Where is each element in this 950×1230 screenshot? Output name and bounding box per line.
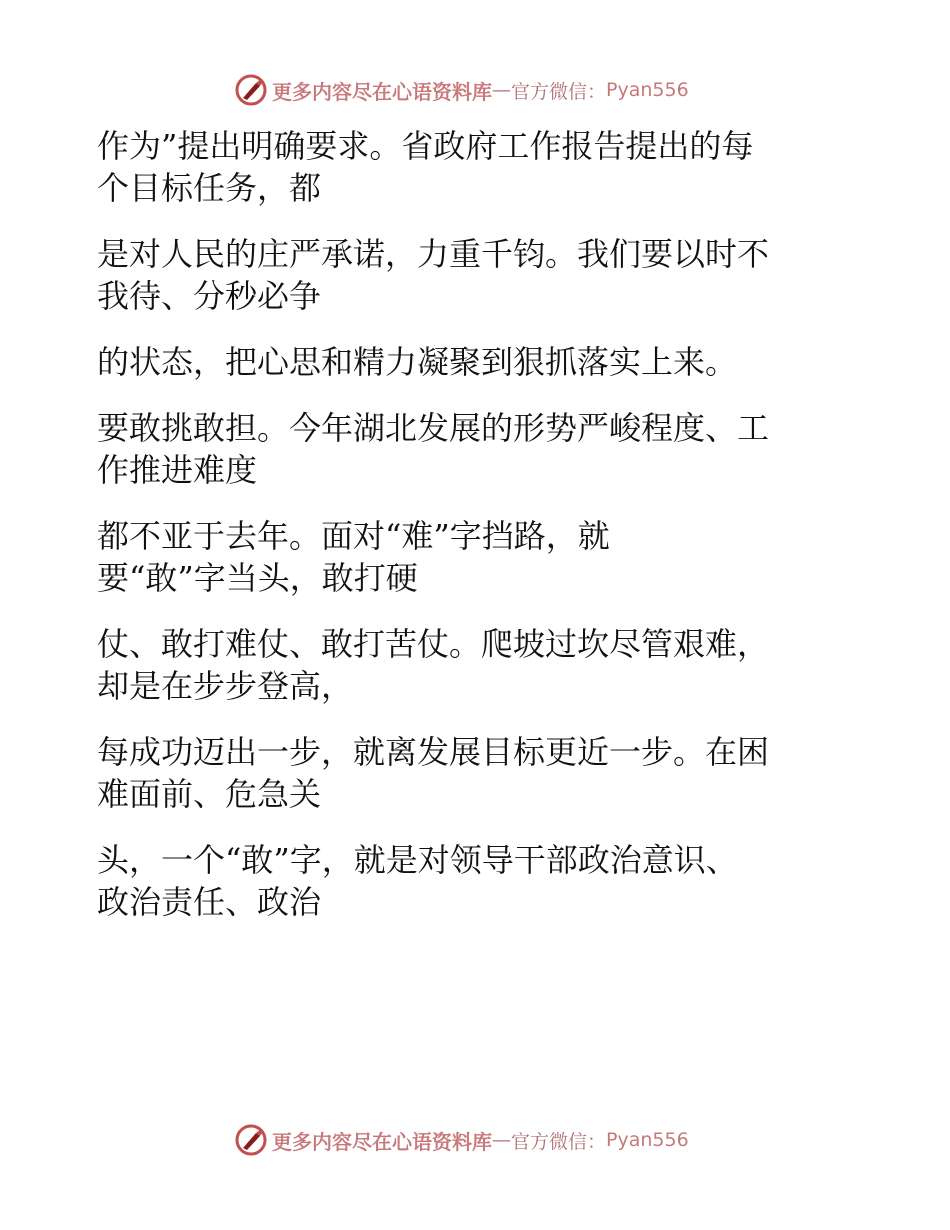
paragraph (97, 839, 837, 923)
text-line: 仗、敢打难仗、敢打苦仗。爬坡过坎尽管艰难， (97, 625, 770, 663)
paragraph (97, 233, 837, 317)
text-line: 作推进难度 (97, 451, 258, 489)
text-line: 头，一个“敢”字，就是对领导干部政治意识、 (97, 841, 738, 879)
watermark-dash: — (492, 79, 511, 101)
text-line: 政治责任、政治 (97, 883, 322, 921)
paragraph (97, 623, 837, 707)
text-line: 个目标任务，都 (97, 169, 322, 207)
paragraph (97, 125, 837, 209)
watermark-brand: 更多内容尽在心语资料库 (272, 1129, 492, 1154)
paragraph (97, 515, 837, 599)
document-body (97, 125, 837, 947)
watermark-wechat-id: Pyan556 (606, 79, 689, 101)
text-line: 难面前、危急关 (97, 775, 322, 813)
paragraph (97, 731, 837, 815)
watermark-wechat-label: 官方微信： (511, 1130, 607, 1153)
paragraph (97, 341, 837, 383)
text-line: 每成功迈出一步，就离发展目标更近一步。在困 (97, 733, 770, 771)
text-line: 都不亚于去年。面对“难”字挡路，就 (97, 517, 610, 555)
watermark-brand: 更多内容尽在心语资料库 (272, 79, 492, 104)
text-line: 却是在步步登高， (97, 667, 354, 705)
paragraph (97, 407, 837, 491)
header-watermark (234, 73, 689, 107)
text-line: 的状态，把心思和精力凝聚到狠抓落实上来。 (97, 343, 738, 381)
footer-watermark (234, 1123, 689, 1157)
text-line: 作为”提出明确要求。省政府工作报告提出的每 (97, 127, 754, 165)
text-line: 是对人民的庄严承诺，力重千钧。我们要以时不 (97, 235, 770, 273)
watermark-wechat-label: 官方微信： (511, 80, 607, 103)
watermark-wechat-id: Pyan556 (606, 1129, 689, 1151)
pen-logo-icon (234, 1123, 268, 1157)
pen-logo-icon (234, 73, 268, 107)
text-line: 我待、分秒必争 (97, 277, 322, 315)
watermark-dash: — (492, 1129, 511, 1151)
text-line: 要敢挑敢担。今年湖北发展的形势严峻程度、工 (97, 409, 770, 447)
text-line: 要“敢”字当头，敢打硬 (97, 559, 418, 597)
